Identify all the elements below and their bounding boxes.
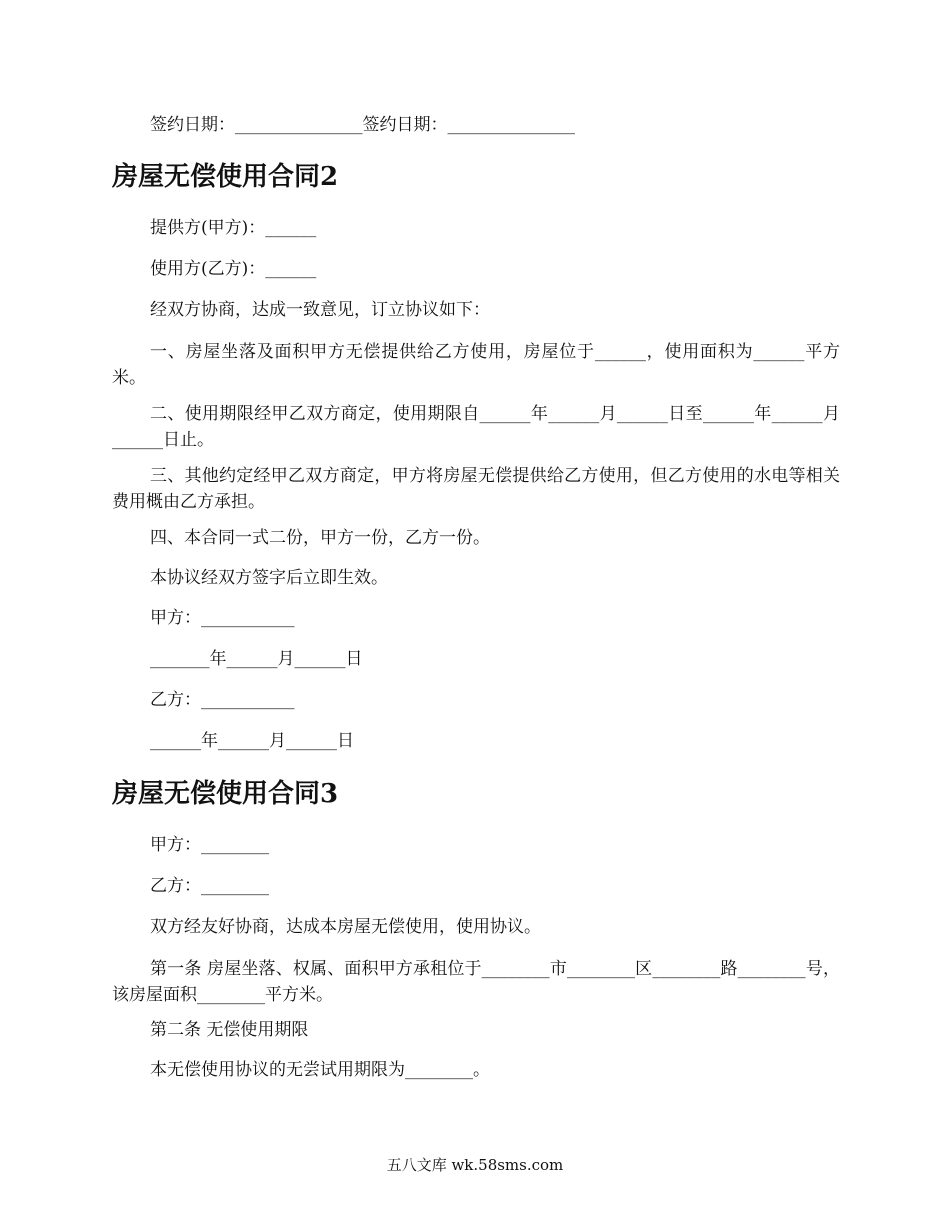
party-a-date-line: _______年______月______日 [150,649,363,669]
party-a-signature-line: 甲方：___________ [150,608,295,628]
article-2-line: 第二条 无偿使用期限 [150,1020,309,1040]
intro-line-3: 双方经友好协商，达成本房屋无偿使用，使用协议。 [150,917,541,937]
sign-dates-line: 签约日期：_______________签约日期：_______________ [150,115,575,135]
clause-3-paragraph: 三、其他约定经甲乙双方商定，甲方将房屋无偿提供给乙方使用，但乙方使用的水电等相关费用概由乙方承担。 [112,466,840,512]
clause-2-paragraph: 二、使用期限经甲乙双方商定，使用期限自______年______月______日至______年______月______日止。 [112,404,840,450]
user-party-line: 使用方(乙方)：______ [150,259,317,279]
provider-party-line: 提供方(甲方)：______ [150,218,317,238]
heading-contract-3: 房屋无偿使用合同3 [112,779,339,809]
clause-1-paragraph: 一、房屋坐落及面积甲方无偿提供给乙方使用，房屋位于______，使用面积为______平方米。 [112,342,840,388]
party-b-signature-line: 乙方：___________ [150,690,295,710]
party-b-date-line: ______年______月______日 [150,731,354,751]
party-a-line: 甲方：________ [150,835,269,855]
effect-line: 本协议经双方签字后立即生效。 [150,568,388,588]
article-1-paragraph: 第一条 房屋坐落、权属、面积甲方承租位于________市________区________路________号，该房屋面积________平方米。 [112,959,840,1005]
footer-watermark: 五八文库 wk.58sms.com [386,1156,564,1174]
intro-line: 经双方协商，达成一致意见，订立协议如下： [150,300,490,320]
term-line: 本无偿使用协议的无尝试用期限为________。 [150,1060,490,1080]
clause-4-line: 四、本合同一式二份，甲方一份，乙方一份。 [150,528,490,548]
heading-contract-2: 房屋无偿使用合同2 [112,162,339,192]
party-b-line: 乙方：________ [150,876,269,896]
